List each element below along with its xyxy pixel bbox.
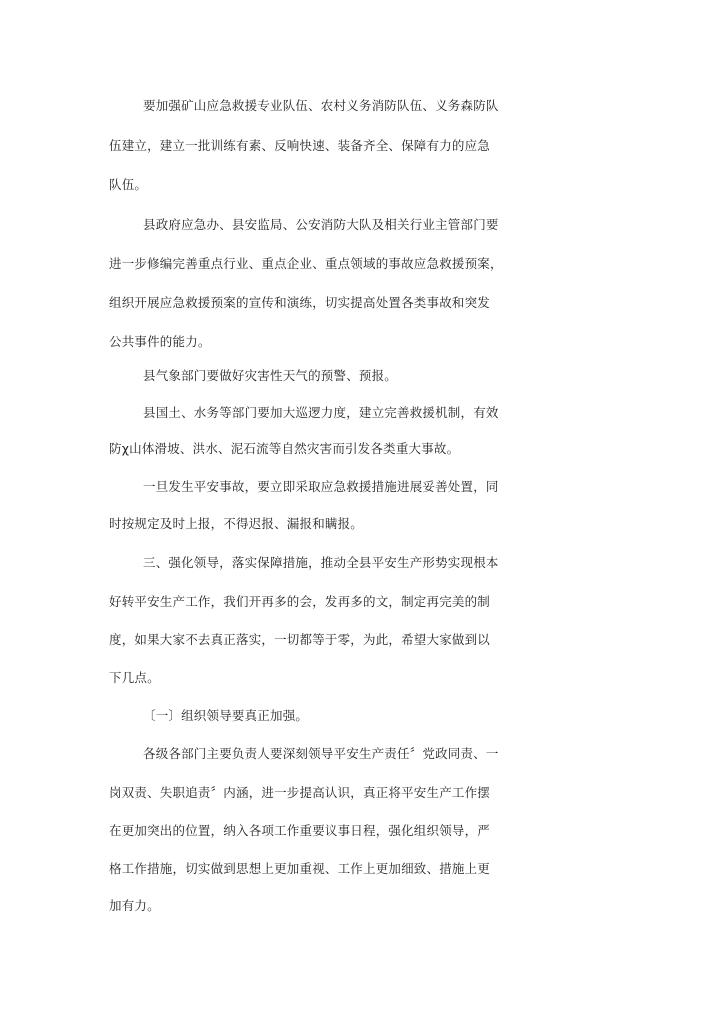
text-line: 各级各部门主要负责人要深刻领导平安生产责任〞党政同责、一 [143,746,499,761]
text-line: 一旦发生平安事故，要立即采取应急救援措施进展妥善处置，同 [143,479,499,494]
text-line: 在更加突出的位置，纳入各项工作重要议事日程，强化组织领导，严 [109,823,491,838]
text-line: 县政府应急办、县安监局、公安消防大队及相关行业主管部门要 [143,217,499,232]
text-line: 县气象部门要做好灾害性天气的预警、预报。 [143,368,398,383]
text-line: 时按规定及时上报，不得迟报、漏报和瞒报。 [109,516,364,531]
text-line: 防χ山体滑坡、洪水、泥石流等自然灾害而引发各类重大事故。 [109,441,460,456]
text-line: 岗双责、失职追责〞内涵，进一步提高认识，真正将平安生产工作摆 [109,785,491,800]
text-line: 进一步修编完善重点行业、重点企业、重点领域的事故应急救援预案， [109,256,503,271]
text-line: 伍建立，建立一批训练有素、反响快速、装备齐全、保障有力的应急 [109,138,491,153]
text-line: 度，如果大家不去真正落实，一切都等于零，为此，希望大家做到以 [109,632,491,647]
text-line: 〔一〕组织领导要真正加强。 [143,708,309,723]
text-line: 组织开展应急救援预案的宣传和演练，切实提高处置各类事故和突发 [109,295,491,310]
text-line: 三、强化领导，落实保障措施，推动全县平安生产形势实现根本 [143,555,499,570]
text-line: 加有力。 [109,898,160,913]
text-line: 队伍。 [109,177,148,192]
text-line: 好转平安生产工作，我们开再多的会，发再多的文，制定再完美的制 [109,594,491,609]
text-line: 县国土、水务等部门要加大巡逻力度，建立完善救援机制，有效 [143,405,499,420]
text-line: 格工作措施，切实做到思想上更加重视、工作上更加细致、措施上更 [109,861,491,876]
text-line: 公共事件的能力。 [109,334,211,349]
text-line: 下几点。 [109,670,160,685]
text-line: 要加强矿山应急救援专业队伍、农村义务消防队伍、义务森防队 [143,98,499,113]
